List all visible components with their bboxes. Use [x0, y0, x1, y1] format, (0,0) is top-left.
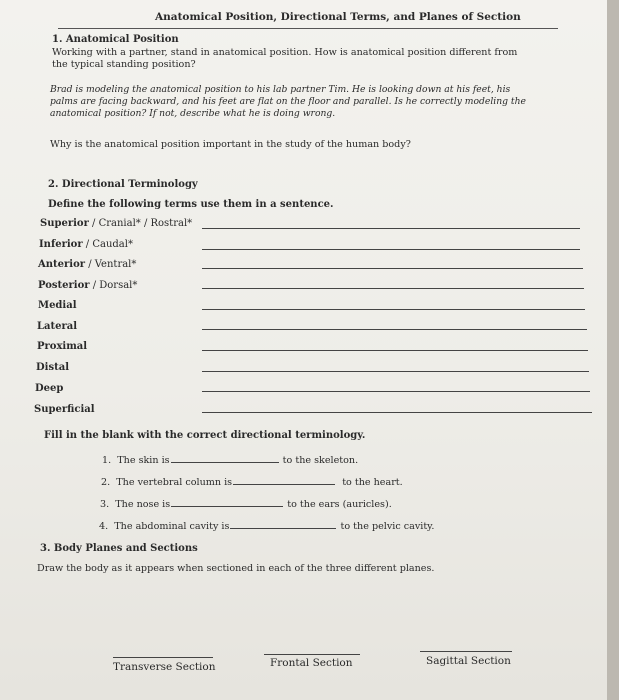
answer-line-anterior[interactable]: [202, 268, 583, 269]
answer-line-deep[interactable]: [202, 391, 590, 392]
answer-line-superficial[interactable]: [202, 412, 592, 413]
worksheet-title: Anatomical Position, Directional Terms, and Planes of Section: [155, 11, 521, 23]
scenario-line-3: anatomical position? If not, describe what he is doing wrong.: [50, 108, 336, 119]
answer-line-superior[interactable]: [202, 228, 580, 229]
answer-line-lateral[interactable]: [202, 329, 587, 330]
label-sagittal-section: Sagittal Section: [426, 655, 511, 667]
term-medial: Medial: [38, 300, 77, 311]
term-posterior: Posterior / Dorsal*: [38, 280, 138, 291]
answer-line-distal[interactable]: [202, 371, 589, 372]
label-frontal-section: Frontal Section: [270, 657, 353, 669]
fill-blank-4[interactable]: [230, 518, 336, 529]
fill-blank-3[interactable]: [171, 496, 283, 507]
page-edge: [607, 0, 619, 700]
fill-item-3: 3. The nose is to the ears (auricles).: [100, 496, 392, 510]
frontal-drawing-line[interactable]: [264, 654, 360, 655]
term-lateral: Lateral: [37, 321, 78, 332]
transverse-drawing-line[interactable]: [113, 657, 213, 658]
section-3-instruction: Draw the body as it appears when sectioned in each of the three different planes.: [37, 563, 435, 574]
sagittal-drawing-line[interactable]: [420, 651, 512, 652]
section-2-instruction: Define the following terms use them in a sentence.: [48, 199, 334, 210]
term-proximal: Proximal: [37, 341, 88, 352]
fill-item-1: 1. The skin is to the skeleton.: [102, 452, 358, 466]
term-superior: Superior / Cranial* / Rostral*: [40, 218, 193, 229]
term-deep: Deep: [35, 383, 64, 394]
section-1-question-line-2: the typical standing position?: [52, 59, 196, 70]
scenario-line-1: Brad is modeling the anatomical position to his lab partner Tim. He is looking down at his feet, his: [50, 84, 511, 95]
title-divider: [58, 28, 558, 29]
fill-item-2: 2. The vertebral column is to the heart.: [101, 474, 403, 488]
term-inferior: Inferior / Caudal*: [39, 239, 133, 250]
label-transverse-section: Transverse Section: [113, 661, 216, 673]
term-anterior: Anterior / Ventral*: [38, 259, 137, 270]
term-distal: Distal: [36, 362, 69, 373]
fill-in-heading: Fill in the blank with the correct directional terminology.: [44, 430, 366, 441]
section-1-heading: 1. Anatomical Position: [52, 34, 179, 45]
fill-blank-2[interactable]: [233, 474, 335, 485]
term-superficial: Superficial: [34, 404, 95, 415]
answer-line-posterior[interactable]: [202, 288, 584, 289]
scenario-line-2: palms are facing backward, and his feet are flat on the floor and parallel. Is he correctly modeling the: [50, 96, 526, 107]
fill-item-4: 4. The abdominal cavity is to the pelvic cavity.: [99, 518, 434, 532]
fill-blank-1[interactable]: [171, 452, 279, 463]
answer-line-medial[interactable]: [202, 309, 585, 310]
section-1-question-line-1: Working with a partner, stand in anatomical position. How is anatomical position different from: [52, 47, 518, 58]
why-question: Why is the anatomical position important in the study of the human body?: [50, 139, 411, 150]
section-3-heading: 3. Body Planes and Sections: [40, 543, 198, 554]
section-2-heading: 2. Directional Terminology: [48, 179, 198, 190]
answer-line-proximal[interactable]: [202, 350, 588, 351]
answer-line-inferior[interactable]: [202, 249, 580, 250]
